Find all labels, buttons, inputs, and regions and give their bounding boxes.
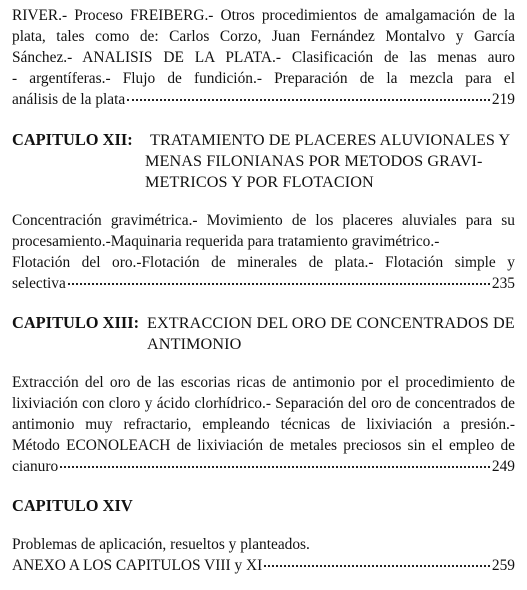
dot-leader: [60, 465, 490, 468]
page-number: 249: [491, 458, 515, 475]
chapter-title-line: EXTRACCION DEL ORO DE CONCENTRADOS DE: [147, 314, 515, 332]
toc-entry-last-line[interactable]: [12, 274, 515, 294]
chapter-label: CAPITULO XIII:: [12, 313, 140, 332]
page-number: 235: [491, 275, 515, 292]
toc-entry-line: lixiviación con cloro y ácido clorhídrico.- Separación del oro de concentrados de: [12, 395, 515, 412]
toc-entry-last-line[interactable]: [12, 90, 515, 110]
toc-entry-text: selectiva: [12, 275, 66, 292]
chapter-title-line: TRATAMIENTO DE PLACERES ALUVIONALES Y: [150, 131, 511, 149]
chapter-title-line: METRICOS Y POR FLOTACION: [145, 173, 374, 191]
toc-entry-line: Sánchez.- ANALISIS DE LA PLATA.- Clasificación de las menas auro: [12, 49, 515, 66]
toc-entry-line: procesamiento.-Maquinaria requerida para tratamiento gravimétrico.-: [12, 233, 440, 250]
toc-entry-text: análisis de la plata: [12, 91, 126, 108]
toc-entry-last-line[interactable]: [12, 556, 515, 576]
dot-leader: [68, 282, 490, 285]
toc-entry-line: Problemas de aplicación, resueltos y planteados.: [12, 536, 310, 553]
toc-entry-line: antimonio muy refractario, empleando técnicas de lixiviación a presión.-: [12, 416, 515, 433]
chapter-title-line: ANTIMONIO: [147, 335, 242, 353]
toc-entry-line: Flotación del oro.-Flotación de minerales de plata.- Flotación simple y: [12, 254, 515, 271]
toc-entry-line: Concentración gravimétrica.- Movimiento de los placeres aluviales para su: [12, 212, 515, 229]
page-number: 259: [491, 557, 515, 574]
chapter-title-line: MENAS FILONIANAS POR METODOS GRAVI-: [145, 152, 483, 170]
toc-entry-line: RIVER.- Proceso FREIBERG.- Otros procedimientos de amalgamación de la: [12, 7, 515, 24]
toc-entry-text: ANEXO A LOS CAPITULOS VIII y XI: [12, 557, 263, 574]
page-number: 219: [491, 91, 515, 108]
toc-entry-last-line[interactable]: [12, 457, 515, 477]
dot-leader: [264, 564, 490, 567]
chapter-label: CAPITULO XII:: [12, 130, 133, 149]
chapter-label: CAPITULO XIV: [12, 496, 133, 515]
toc-entry-line: Método ECONOLEACH de lixiviación de metales preciosos sin el empleo de: [12, 437, 515, 454]
toc-entry-line: Extracción del oro de las escorias ricas de antimonio por el procedimiento de: [12, 374, 515, 391]
toc-entry-text: cianuro: [12, 458, 59, 475]
dot-leader: [127, 98, 490, 101]
toc-entry-line: - argentíferas.- Flujo de fundición.- Preparación de la mezcla para el: [12, 70, 515, 87]
toc-entry-line: plata, tales como de: Carlos Corzo, Juan Fernández Montalvo y García: [12, 28, 515, 45]
